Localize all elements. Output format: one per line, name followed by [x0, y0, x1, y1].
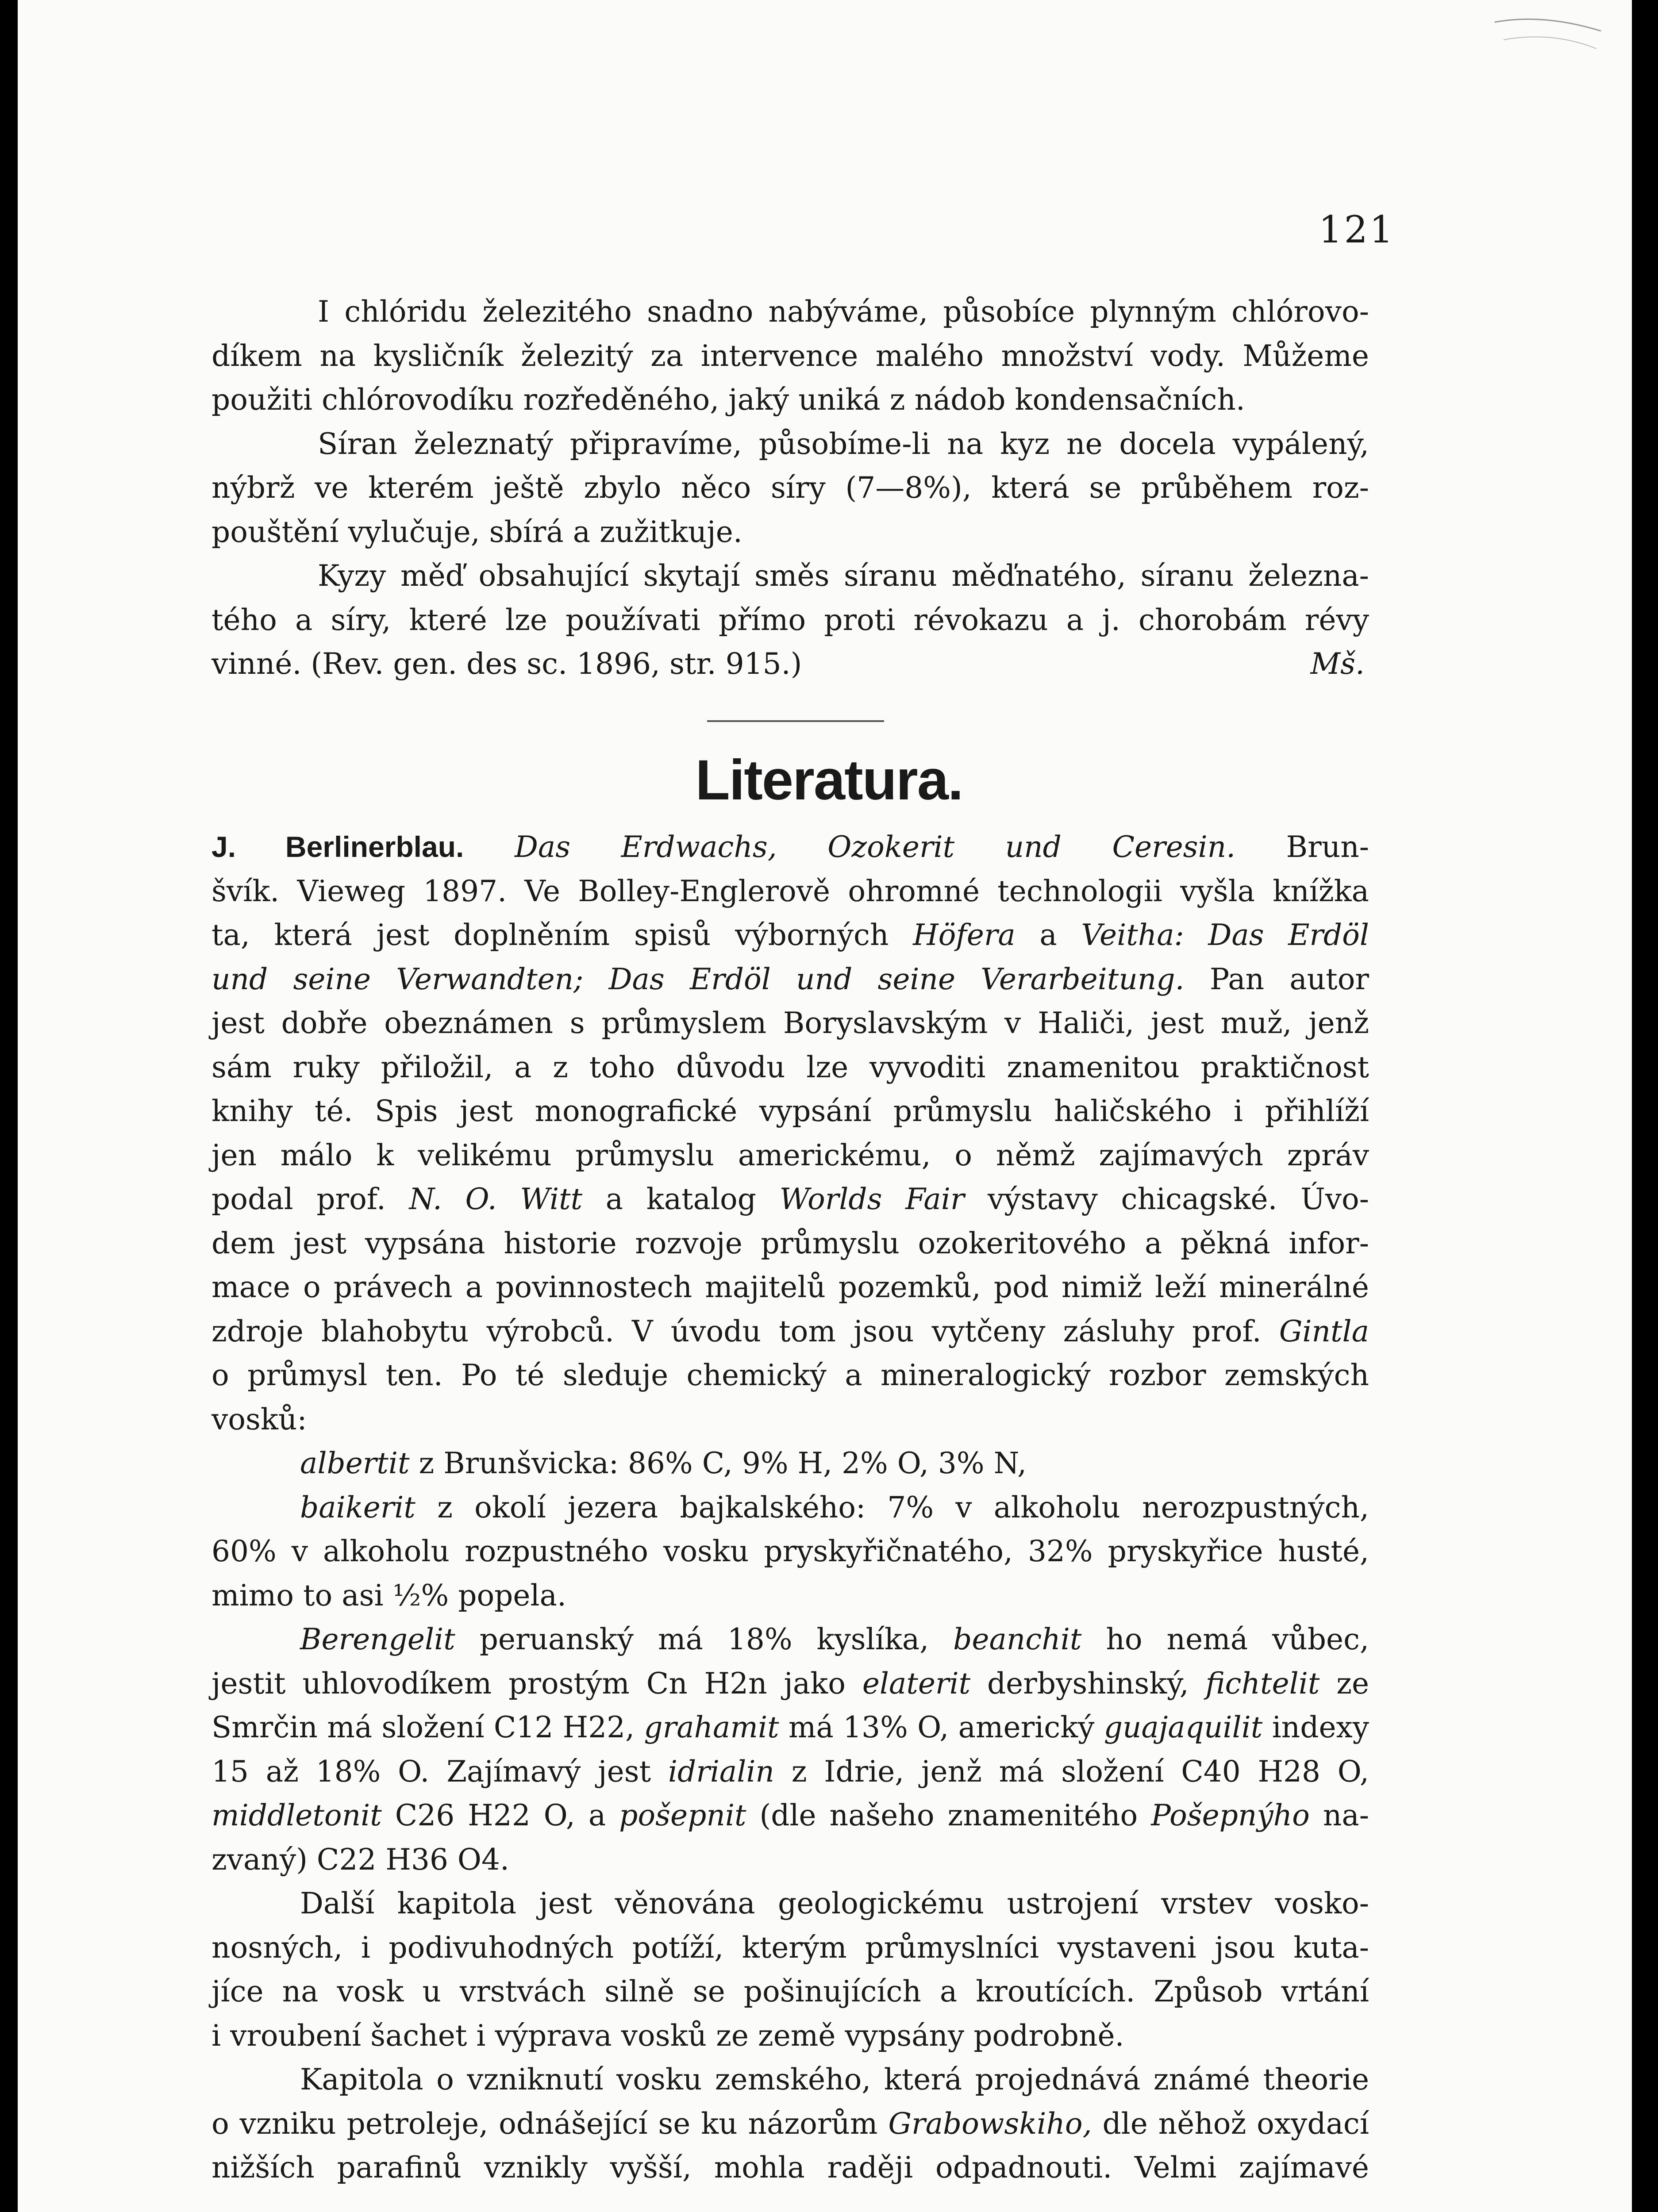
text-line [212, 825, 1369, 869]
text-line: švík. Vieweg 1897. Ve Bolley-Englerově ohromné technologii vyšla knížka [212, 874, 1369, 908]
page-number: 121 [1319, 208, 1395, 251]
author-name: Gintla [1279, 1314, 1369, 1348]
catalog-title: Worlds Fair [779, 1182, 965, 1216]
text-fragment: na- [1323, 1798, 1369, 1832]
text-fragment: 15 až 18% O. Zajímavý jest [212, 1754, 651, 1789]
text-fragment: a [1039, 918, 1057, 952]
mineral-name: grahamit [644, 1710, 779, 1744]
text-line [212, 642, 1369, 686]
text-line: tého a síry, které lze používati přímo proti révokazu a j. chorobám révy [212, 603, 1369, 637]
person-name: Pošepnýho [1151, 1798, 1310, 1832]
text-line: pouštění vylučuje, sbírá a zužitkuje. [212, 515, 742, 549]
text-fragment: indexy [1272, 1710, 1369, 1744]
text-line: Síran železnatý připravíme, působíme-li na kyz ne docela vypálený, [318, 426, 1369, 461]
text-line: nýbrž ve kterém ještě zbylo něco síry (7—8%), která se průběhem roz- [212, 471, 1369, 505]
text-fragment: ta, která jest doplněním spisů výborných [212, 918, 889, 952]
text-fragment: o vzniku petroleje, odnášející se ku názorům [212, 2106, 878, 2141]
text-fragment: derbyshinský, [987, 1666, 1189, 1701]
text-fragment: peruanský má 18% kyslíka, [479, 1622, 929, 1656]
text-fragment: z Idrie, jenž má složení C40 H28 O, [791, 1754, 1369, 1789]
book-title: Das Erdwachs, Ozokerit und Ceresin. [514, 830, 1236, 864]
text-line [212, 1662, 1369, 1706]
text-fragment: podal prof. [212, 1182, 386, 1216]
text-fragment: ze [1336, 1666, 1369, 1701]
text-fragment: Pan autor [1209, 962, 1369, 996]
mineral-name: beanchit [953, 1622, 1082, 1656]
text-line: nižších parafinů vznikly vyšší, mohla raději odpadnouti. Velmi zajímavé [212, 2151, 1369, 2185]
section-heading: Literatura. [695, 749, 963, 812]
text-line: sám ruky přiložil, a z toho důvodu lze vyvoditi znamenitou praktičnost [212, 1050, 1369, 1084]
text-line: mimo to asi ½% popela. [212, 1578, 566, 1613]
text-line: použiti chlórovodíku rozředěného, jaký uniká z nádob kondensačních. [212, 383, 1245, 417]
text-fragment: má 13% O, americký [788, 1710, 1095, 1744]
text-line: jest dobře obeznámen s průmyslem Boryslavským v Haliči, jest muž, jenž [212, 1006, 1369, 1040]
mineral-name: baikerit [300, 1490, 415, 1525]
text-fragment: a katalog [605, 1182, 757, 1216]
text-line: 60% v alkoholu rozpustného vosku pryskyřičnatého, 32% pryskyřice husté, [212, 1534, 1369, 1568]
mineral-name: Berengelit [300, 1622, 455, 1656]
text-line [212, 1310, 1369, 1354]
book-title: Veitha: Das Erdöl [1081, 918, 1369, 952]
text-fragment: dle něhož oxydací [1102, 2106, 1369, 2141]
text-line: zvaný) C22 H36 O4. [212, 1842, 509, 1877]
text-fragment: výstavy chicagské. Úvo- [988, 1182, 1369, 1216]
text-line: jíce na vosk u vrstvách silně se pošinujících a kroutících. Způsob vrtání [212, 1974, 1369, 2008]
mineral-name: pošepnit [619, 1798, 746, 1832]
text-line: Kapitola o vzniknutí vosku zemského, která projednává známé theorie [300, 2062, 1369, 2097]
review-author: J. Berlinerblau. [212, 830, 464, 863]
intro-text [212, 290, 1369, 686]
text-fragment: jestit uhlovodíkem prostým Cn H2n jako [212, 1666, 846, 1701]
section-divider [707, 720, 884, 722]
mineral-name: fichtelit [1205, 1666, 1320, 1701]
citation-text: vinné. (Rev. gen. des sc. 1896, str. 915.) [212, 647, 802, 681]
author-name: N. O. Witt [409, 1182, 583, 1216]
mineral-name: albertit [300, 1446, 410, 1480]
text-line: mace o právech a povinnostech majitelů pozemků, pod nimiž leží minerálné [212, 1270, 1369, 1304]
text-line: Další kapitola jest věnována geologickému ustrojení vrstev vosko- [300, 1886, 1369, 1920]
text-line: jen málo k velikému průmyslu americkému, o němž zajímavých zpráv [212, 1138, 1369, 1172]
text-line: I chlóridu železitého snadno nabýváme, působíce plynným chlórovo- [318, 295, 1369, 329]
mineral-name: middletonit [212, 1798, 382, 1832]
author-name: Höfera [913, 918, 1016, 952]
review-text [212, 825, 1369, 2190]
scan-edge [1643, 0, 1658, 2212]
book-title: und seine Verwandten; Das Erdöl und seine Verarbeitung. [212, 962, 1185, 996]
text-line: o průmysl ten. Po té sleduje chemický a mineralogický rozbor zemských [212, 1358, 1369, 1392]
text-line: vosků: [212, 1402, 307, 1436]
text-fragment: ho nemá vůbec, [1106, 1622, 1369, 1656]
text-line: Kyzy měď obsahující skytají směs síranu měďnatého, síranu železna- [318, 559, 1369, 593]
text-fragment: C26 H22 O, a [395, 1798, 606, 1832]
pencil-mark [1490, 4, 1605, 58]
text-line: knihy té. Spis jest monografické vypsání průmyslu haličského i přihlíží [212, 1094, 1369, 1128]
text-line: dem jest vypsána historie rozvoje průmyslu ozokeritového a pěkná infor- [212, 1226, 1369, 1260]
text-fragment: (dle našeho znamenitého [759, 1798, 1138, 1832]
text-fragment: Brun- [1286, 830, 1369, 864]
text-line [212, 1617, 1369, 1662]
mineral-name: idrialin [668, 1754, 774, 1789]
text-line [212, 1750, 1369, 1794]
text-line [212, 2102, 1369, 2146]
text-line: nosných, i podivuhodných potíží, kterým průmyslníci vystaveni jsou kuta- [212, 1930, 1369, 1965]
mineral-name: guajaquilit [1104, 1710, 1263, 1744]
text-fragment: z okolí jezera bajkalského: 7% v alkoholu nerozpustných, [437, 1490, 1369, 1525]
text-line [212, 1705, 1369, 1750]
mineral-name: elaterit [862, 1666, 971, 1701]
person-name: Grabowskiho, [888, 2106, 1092, 2141]
text-line [212, 1793, 1369, 1838]
text-line [212, 1441, 1369, 1486]
text-fragment: zdroje blahobytu výrobců. V úvodu tom jsou vytčeny zásluhy prof. [212, 1314, 1262, 1348]
text-line [212, 1177, 1369, 1221]
text-line [212, 1486, 1369, 1530]
text-line [212, 913, 1369, 957]
text-fragment: Smrčin má složení C12 H22, [212, 1710, 635, 1744]
text-line: i vroubení šachet i výprava vosků ze země vypsány podrobně. [212, 2018, 1124, 2053]
text-fragment: z Brunšvicka: 86% C, 9% H, 2% O, 3% N, [419, 1446, 1027, 1480]
text-line: díkem na kysličník železitý za intervence malého množství vody. Můžeme [212, 338, 1369, 373]
text-line [212, 957, 1369, 1002]
signoff: Mš. [1310, 647, 1365, 681]
